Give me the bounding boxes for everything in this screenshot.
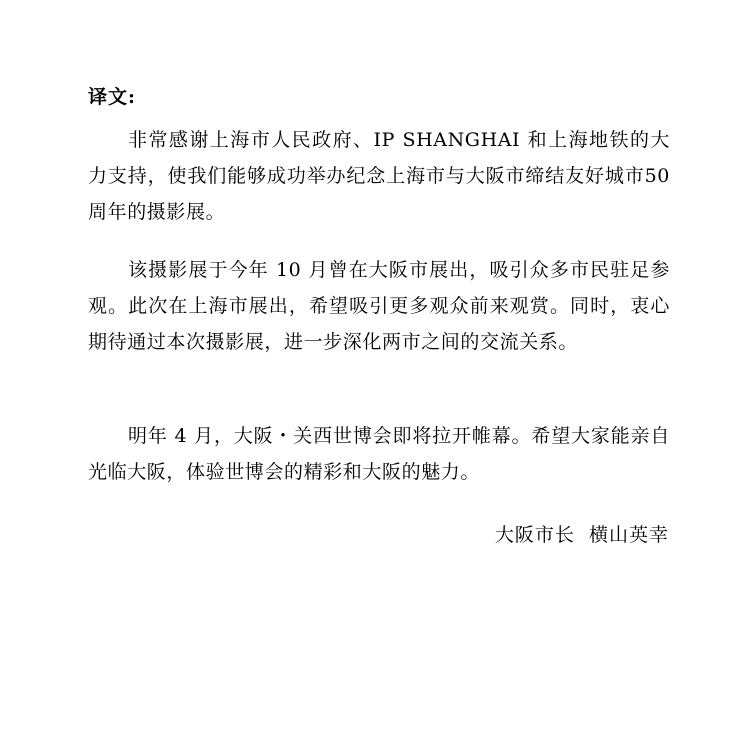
paragraph-thanks: 非常感谢上海市人民政府、IP SHANGHAI 和上海地铁的大力支持，使我们能够成功举办纪念上海市与大阪市缔结友好城市50周年的摄影展。 [88, 129, 670, 223]
translation-heading: 译文: [88, 86, 137, 108]
paragraph-expo: 明年 4 月，大阪・关西世博会即将拉开帷幕。希望大家能亲自光临大阪，体验世博会的精彩和大阪的魅力。 [88, 425, 670, 483]
signature-line: 大阪市长 横山英幸 [494, 524, 669, 546]
paragraph-exhibition: 该摄影展于今年 10 月曾在大阪市展出，吸引众多市民驻足参观。此次在上海市展出，希望吸引更多观众前来观赏。同时，衷心期待通过本次摄影展，进一步深化两市之间的交流关系。 [88, 259, 670, 353]
